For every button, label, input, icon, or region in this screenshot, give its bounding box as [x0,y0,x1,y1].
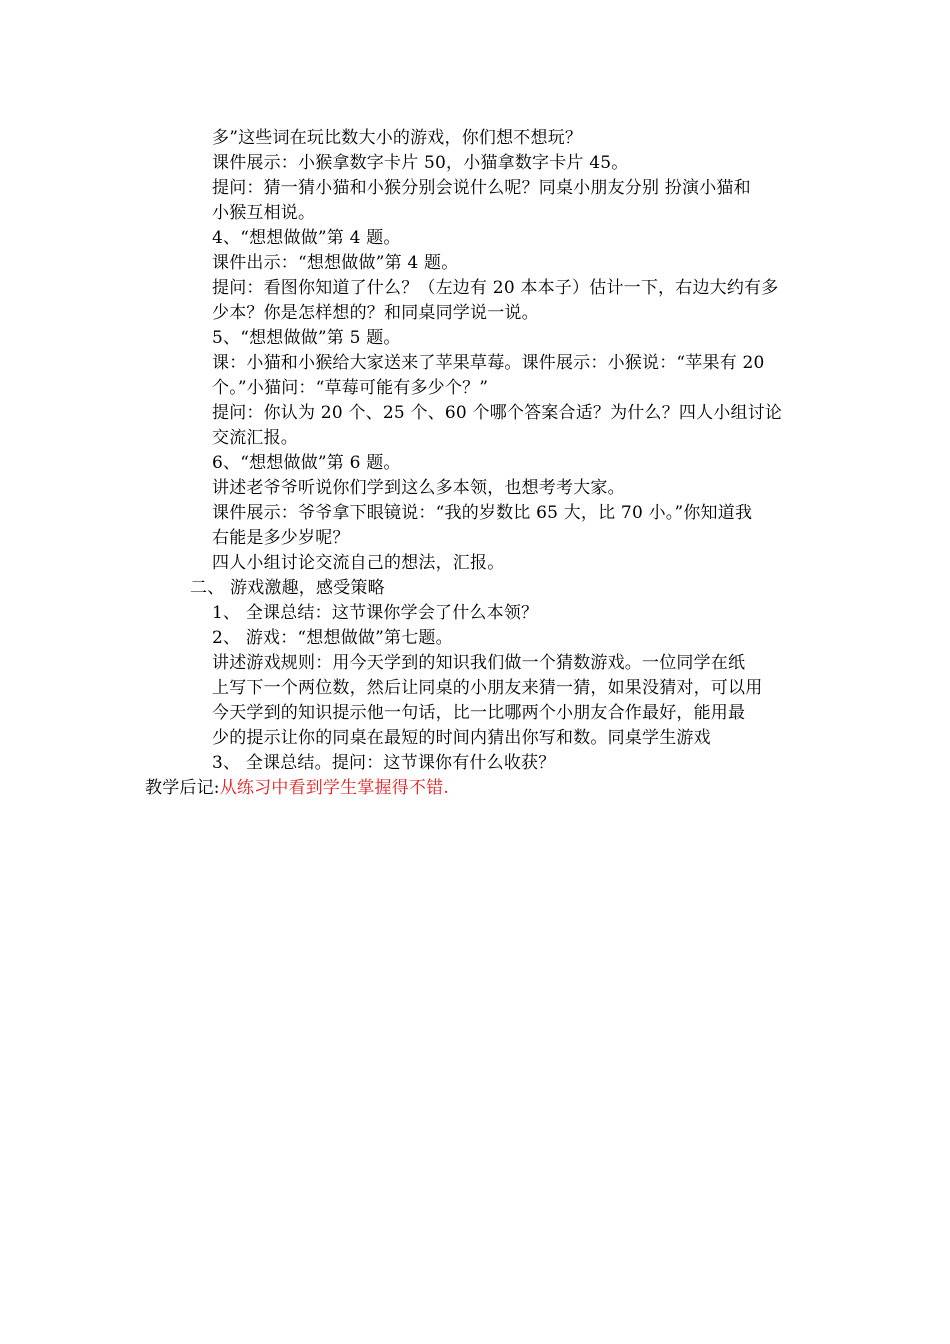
paragraph-line: 1、 全课总结：这节课你学会了什么本领？ [212,603,539,623]
paragraph-line: 提问：你认为 20 个、25 个、60 个哪个答案合适？为什么？四人小组讨论 [212,403,783,423]
paragraph-line: 少本？你是怎样想的？和同桌同学说一说。 [212,303,539,323]
paragraph-line: 课：小猫和小猴给大家送来了苹果草莓。课件展示：小猴说：“苹果有 20 [212,353,765,373]
paragraph-line: 课件展示：小猴拿数字卡片 50，小猫拿数字卡片 45。 [212,153,629,173]
paragraph-line: 5、“想想做做”第 5 题。 [212,328,401,348]
paragraph-line: 6、“想想做做”第 6 题。 [212,453,401,473]
paragraph-line: 提问：看图你知道了什么？（左边有 20 本本子）估计一下，右边大约有多 [212,278,779,298]
paragraph-line: 小猴互相说。 [212,203,316,223]
afterword-line [145,776,449,801]
paragraph-line: 个。”小猫问：“草莓可能有多少个？” [212,378,489,398]
paragraph-line: 4、“想想做做”第 4 题。 [212,228,401,248]
paragraph-line: 讲述老爷爷听说你们学到这么多本领，也想考考大家。 [212,478,625,498]
paragraph-line: 上写下一个两位数，然后让同桌的小朋友来猜一猜，如果没猜对，可以用 [212,678,763,698]
paragraph-line: 四人小组讨论交流自己的想法，汇报。 [212,553,505,573]
paragraph-line: 少的提示让你的同桌在最短的时间内猜出你写和数。同桌学生游戏 [212,728,711,748]
paragraph-line: 课件展示：爷爷拿下眼镜说：“我的岁数比 65 大，比 70 小。”你知道我 [212,503,753,523]
paragraph-line: 多”这些词在玩比数大小的游戏，你们想不想玩？ [212,128,583,148]
paragraph-line: 讲述游戏规则：用今天学到的知识我们做一个猜数游戏。一位同学在纸 [212,653,746,673]
paragraph-line: 课件出示：“想想做做”第 4 题。 [212,253,459,273]
paragraph-line: 提问：猜一猜小猫和小猴分别会说什么呢？同桌小朋友分别 扮演小猫和 [212,178,751,198]
section-heading: 二、 游戏激趣，感受策略 [190,578,385,598]
paragraph-line: 今天学到的知识提示他一句话，比一比哪两个小朋友合作最好，能用最 [212,703,746,723]
paragraph-line: 3、 全课总结。提问：这节课你有什么收获？ [212,753,556,773]
afterword-text: 从练习中看到学生掌握得不错. [219,778,449,798]
paragraph-line: 2、 游戏：“想想做做”第七题。 [212,628,453,648]
paragraph-line: 右能是多少岁呢？ [212,528,350,548]
paragraph-line: 交流汇报。 [212,428,298,448]
afterword-label: 教学后记: [145,778,220,798]
